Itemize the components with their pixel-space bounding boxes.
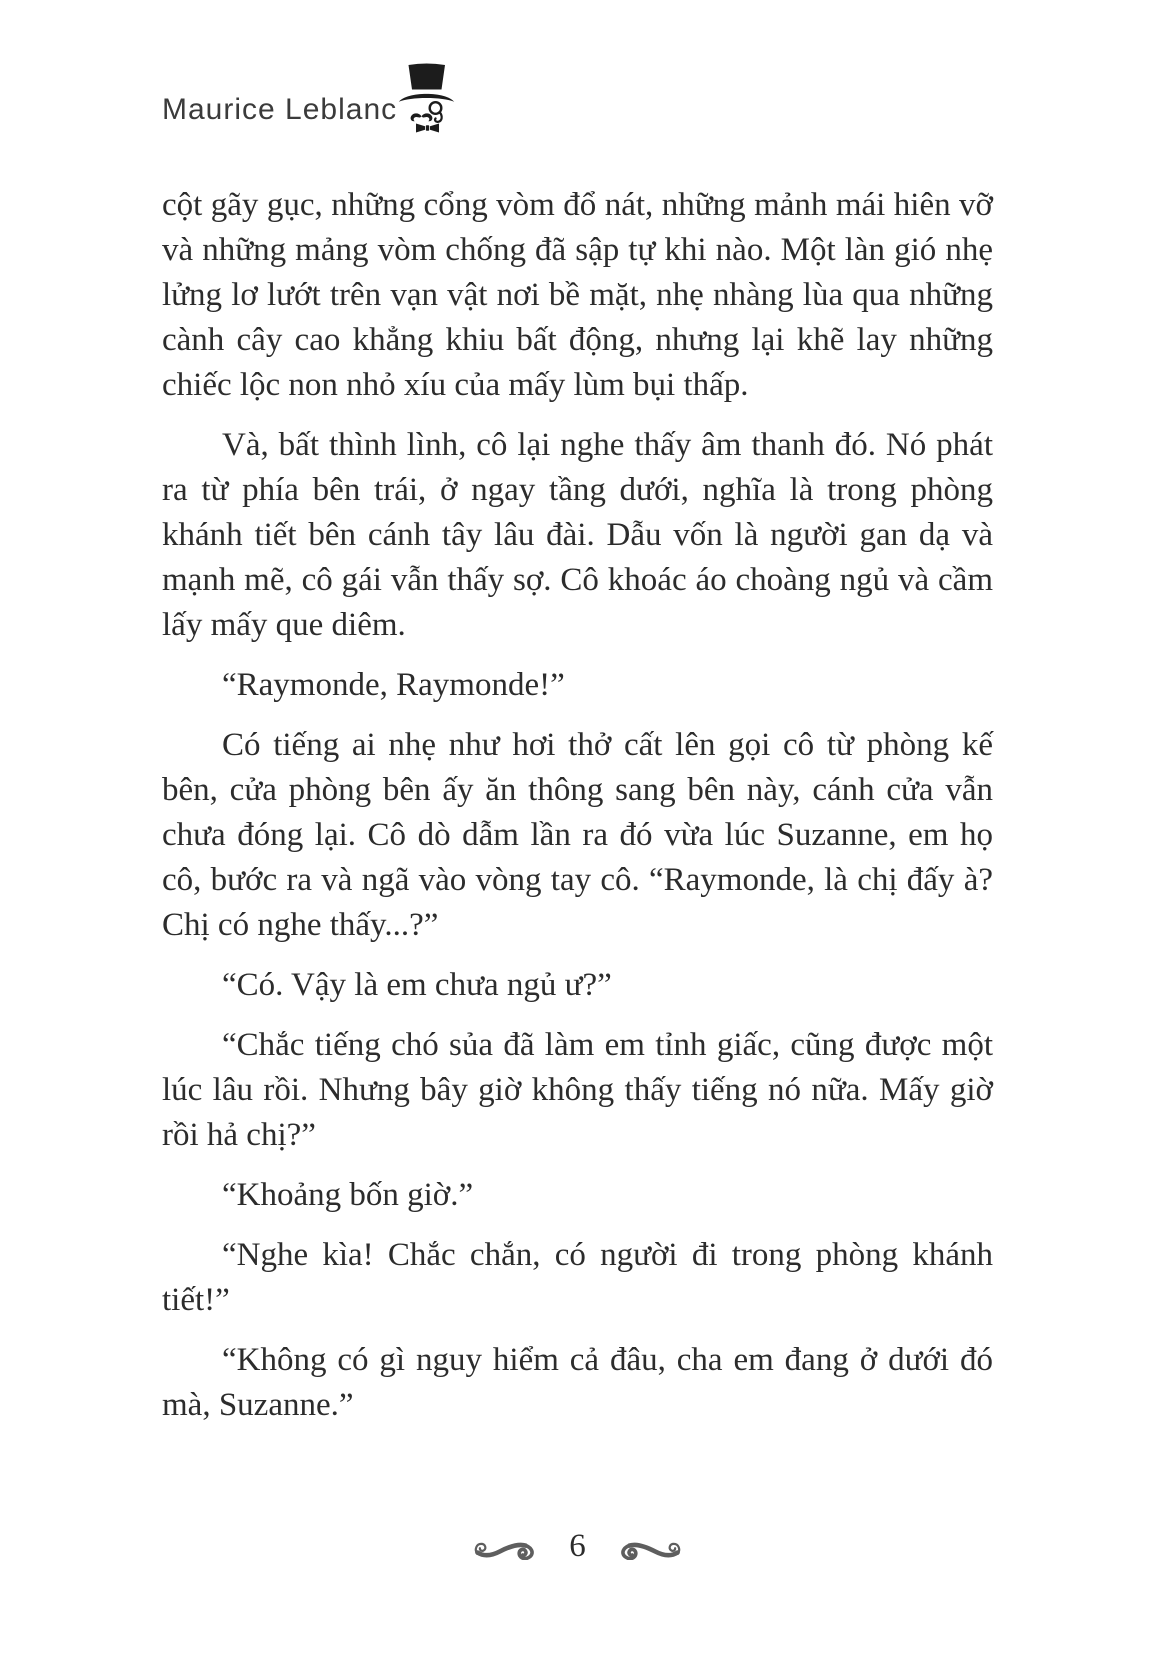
page-header: [0, 0, 1166, 150]
lupin-top-hat-icon: [398, 63, 455, 134]
paragraph: cột gãy gục, những cổng vòm đổ nát, những mảnh mái hiên vỡ và những mảng vòm chống đã sập tự khi nào. Một làn gió nhẹ lửng lơ lướt trên vạn vật nơi bề mặt, nhẹ nhàng lùa qua những cành cây cao khẳng khiu bất động, nhưng lại khẽ lay những chiếc lộc non nhỏ xíu của mấy lùm bụi thấp.: [162, 187, 993, 403]
paragraph: Và, bất thình lình, cô lại nghe thấy âm thanh đó. Nó phát ra từ phía bên trái, ở ngay tầng dưới, nghĩa là trong phòng khánh tiết bên cánh tây lâu đài. Dẫu vốn là người gan dạ và mạnh mẽ, cô gái vẫn thấy sợ. Cô khoác áo choàng ngủ và cầm lấy mấy que diêm.: [162, 427, 993, 643]
paragraph: “Có. Vậy là em chưa ngủ ư?”: [222, 967, 612, 1003]
paragraph: “Không có gì nguy hiểm cả đâu, cha em đang ở dưới đó mà, Suzanne.”: [162, 1342, 993, 1423]
page-number: 6: [569, 1528, 586, 1564]
body-text: [162, 183, 993, 1428]
page-footer: [162, 1522, 993, 1570]
mustache-flourish-left-icon: [473, 1533, 536, 1560]
paragraph: “Raymonde, Raymonde!”: [222, 667, 565, 703]
author-name: Maurice Leblanc: [162, 93, 398, 126]
paragraph: Có tiếng ai nhẹ như hơi thở cất lên gọi cô từ phòng kế bên, cửa phòng bên ấy ăn thông sang bên này, cánh cửa vẫn chưa đóng lại. Cô dò dẫm lần ra đó vừa lúc Suzanne, em họ cô, bước ra và ngã vào vòng tay cô. “Raymonde, là chị đấy à? Chị có nghe thấy...?”: [162, 727, 993, 943]
paragraph: “Chắc tiếng chó sủa đã làm em tỉnh giấc, cũng được một lúc lâu rồi. Nhưng bây giờ không thấy tiếng nó nữa. Mấy giờ rồi hả chị?”: [162, 1027, 993, 1153]
mustache-flourish-right-icon: [619, 1533, 682, 1560]
paragraph: “Nghe kìa! Chắc chắn, có người đi trong phòng khánh tiết!”: [162, 1237, 993, 1318]
paragraph: “Khoảng bốn giờ.”: [222, 1177, 474, 1213]
